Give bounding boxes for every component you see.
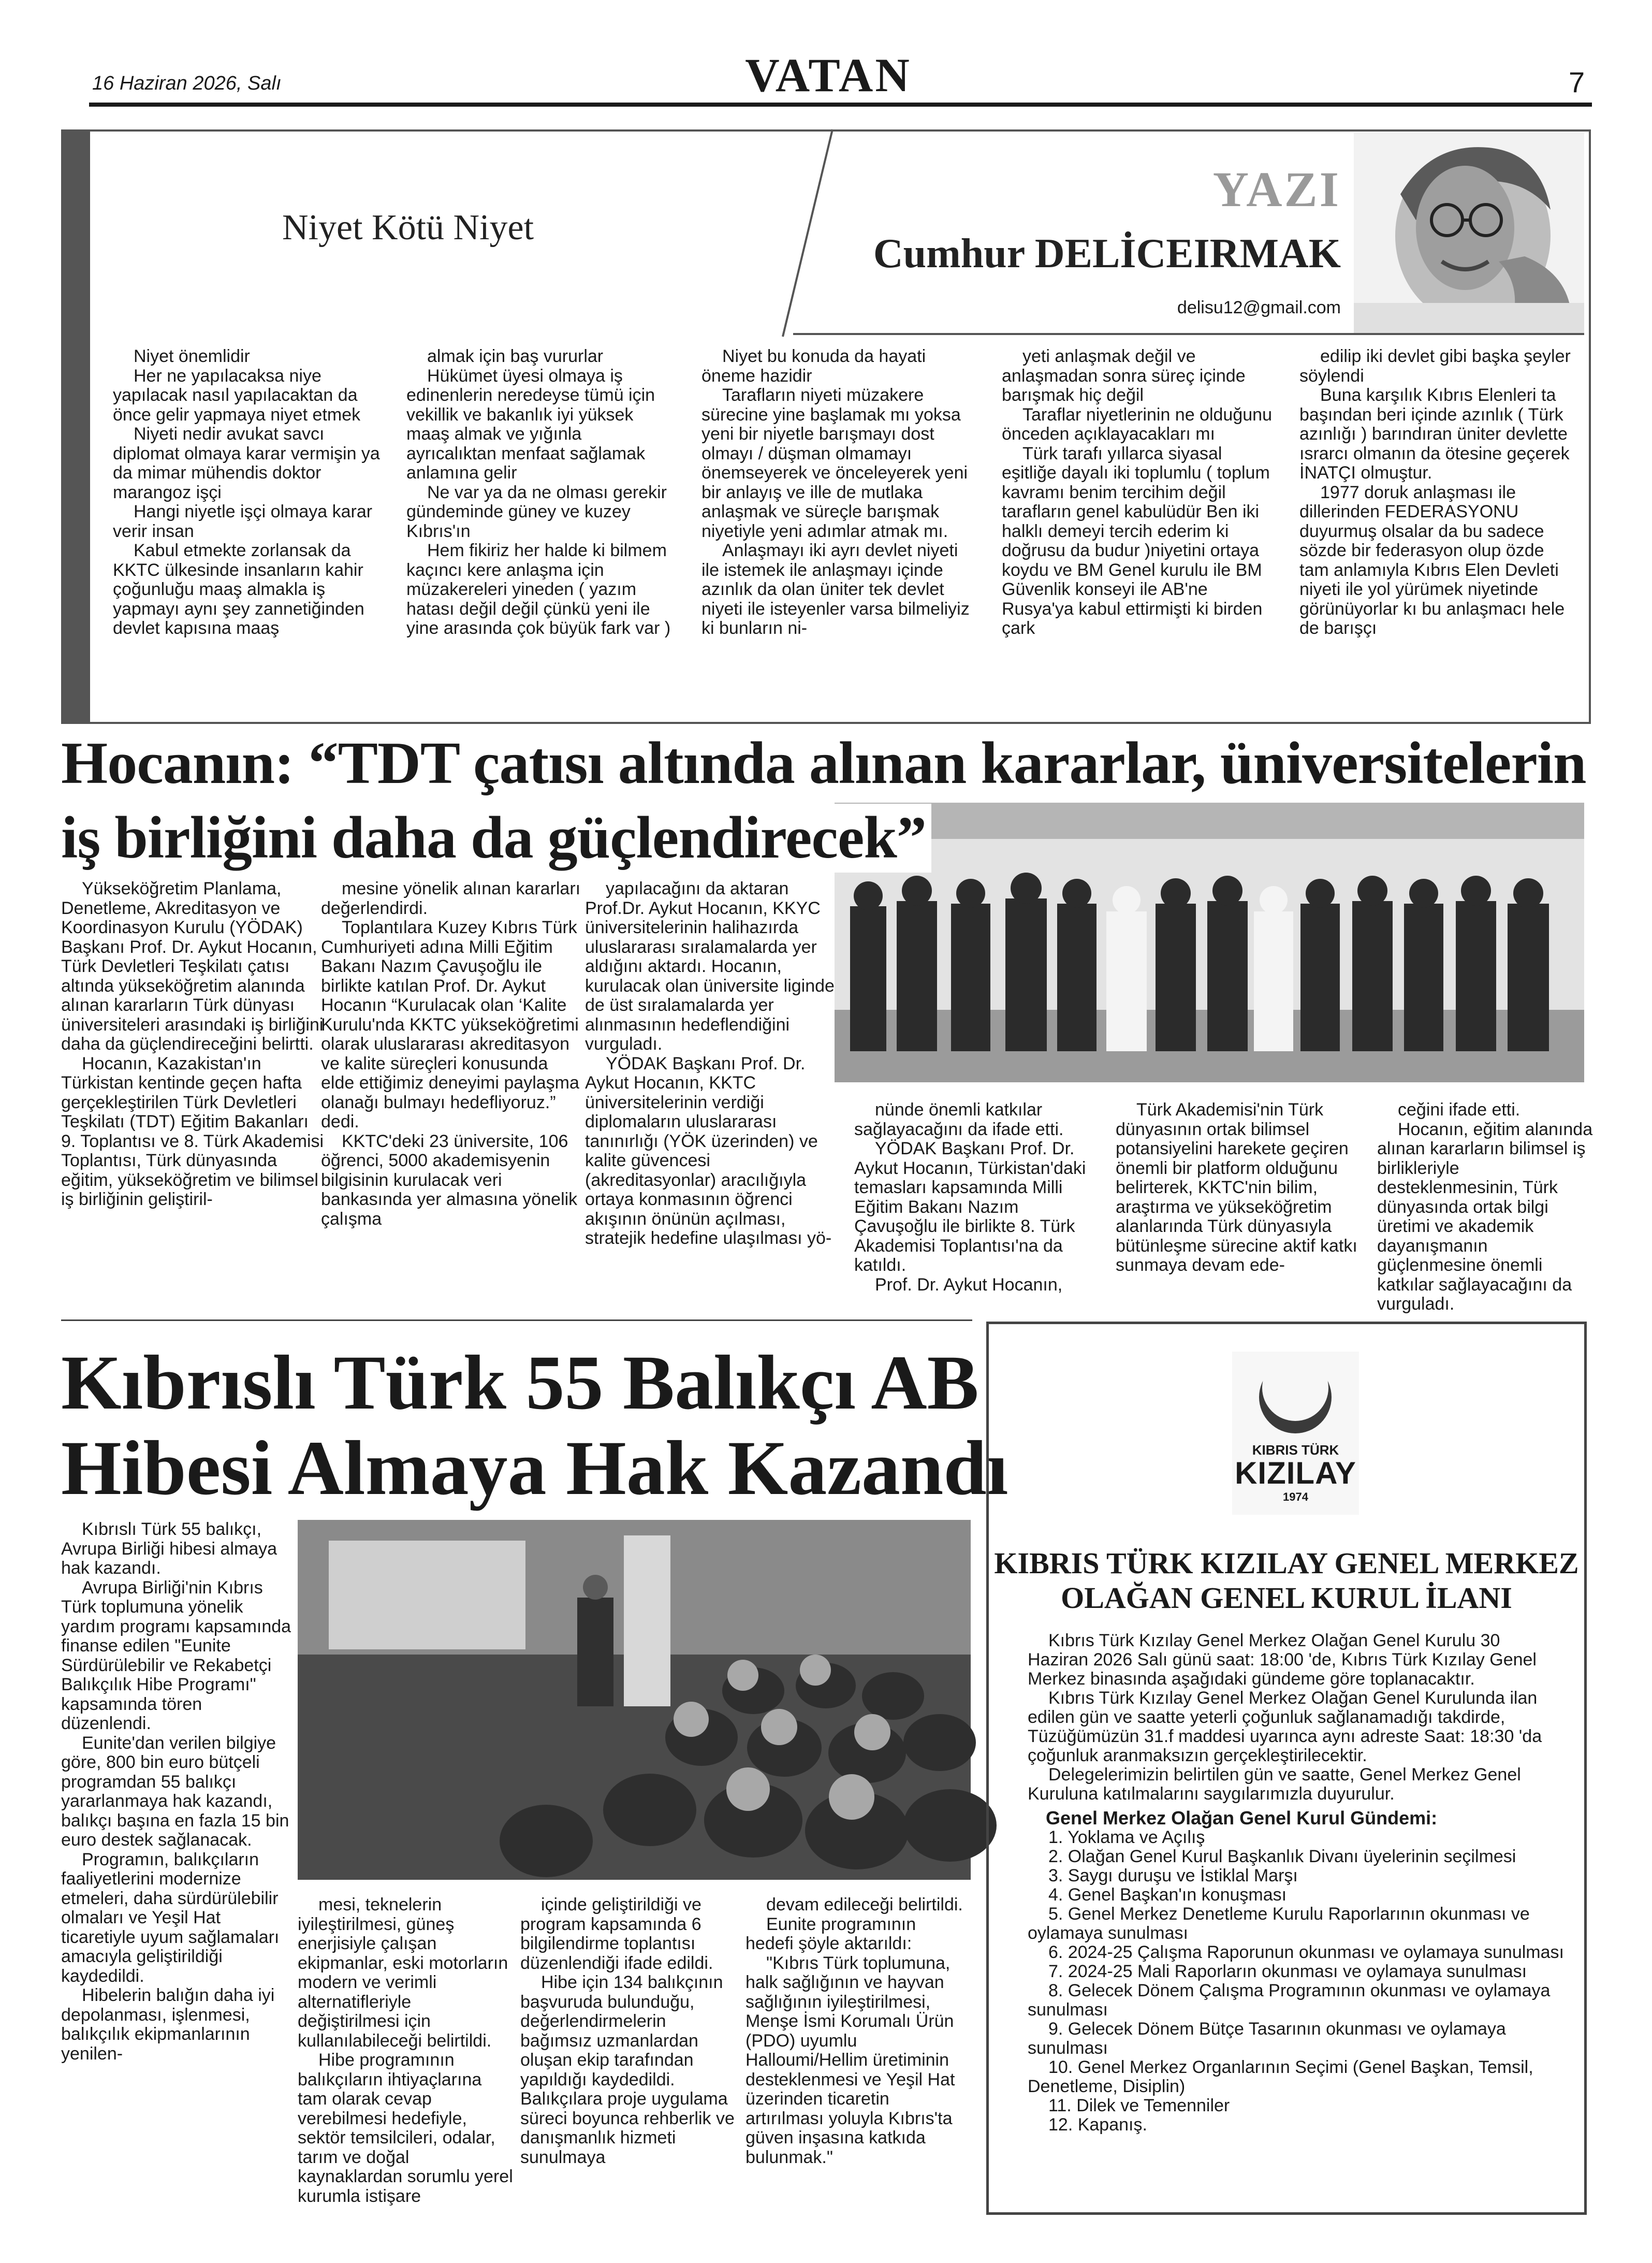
- agenda-item: 12. Kapanış.: [1048, 2115, 1147, 2135]
- paragraph: Toplantılara Kuzey Kıbrıs Türk Cumhuriyeti adına Milli Eğitim Bakanı Nazım Çavuşoğlu ile birlikte katılan Prof. Dr. Aykut Hocanın “Kurulacak olan ‘Kalite Kurulu'nda KKTC yükseköğretimi olarak uluslararası akreditasyon ve kalite süreçleri konusunda elde ettiğimiz deneyimi paylaşma olanağı bulmayı hedefliyoruz.” dedi.: [321, 918, 579, 1132]
- paragraph: Anlaşmayı iki ayrı devlet niyeti ile istemek ile anlaşmayı içinde azınlık da olan üniter tek devlet niyeti ile isteyenler varsa bilmeliyiz ki bunların ni-: [701, 541, 970, 638]
- logo-text-2: KIZILAY: [1235, 1456, 1356, 1490]
- paragraph: yapılacağını da aktaran Prof.Dr. Aykut Hocanın, KKYC üniversitelerinin halihazırda uluslararası sıralamalarda yer aldığını aktardı. Hocanın, kurulacak olan üniversite liginde de üst sıralamalarda yer alınmasının hedeflendiğini vurguladı.: [585, 879, 835, 1054]
- paragraph: Her ne yapılacaksa niye yapılacak nasıl yapılacaktan da önce gelir yapmaya niyet etmek: [113, 366, 361, 425]
- paragraph: Avrupa Birliği'nin Kıbrıs Türk toplumuna yönelik yardım programı kapsamında finanse edilen "Eunite Sürdürülebilir ve Rekabetçi Balıkçılık Hibe Programı" kapsamında tören düzenlendi.: [61, 1577, 291, 1733]
- article2-headline-line1: Kıbrıslı Türk 55 Balıkçı AB: [61, 1340, 979, 1426]
- article2-col-4: [745, 1895, 968, 2191]
- agenda-item: 11. Dilek ve Temenniler: [1048, 2096, 1230, 2115]
- paragraph: edilip iki devlet gibi başka şeyler söylendi: [1299, 346, 1571, 386]
- paragraph: "Kıbrıs Türk toplumuna, halk sağlığının ve hayvan sağlığının iyileştirilmesi, Menşe İsmi Korumalı Ürün (PDO) uyumlu Halloumi/Hellim üretiminin desteklenmesi ve Yeşil Hat üzerinden ticaretin artırılması yoluyla Kıbrıs'ta güven inşasına katkıda bulunmak.": [745, 1953, 955, 2167]
- article1-col-4: [854, 1100, 1098, 1297]
- paragraph: Programın, balıkçıların faaliyetlerini modernize etmeleri, daha sürdürülebilir olmaları ve Yeşil Hat ticaretiyle uyum sağlamaları amacıyla geliştirildiği kaydedildi.: [61, 1849, 280, 1986]
- paragraph: Hocanın, eğitim alanında alınan kararların bilimsel iş birlikleriyle desteklenmesinin, Türk dünyasında ortak bilgi üretimi ve akademik dayanışmanın güçlenmesine önemli katkılar sağlayacağını da vurguladı.: [1377, 1119, 1593, 1314]
- article1-col-1: [61, 879, 325, 1294]
- paragraph: Türk tarafı yıllarca siyasal eşitliğe dayalı iki toplumlu ( toplum kavramı benim tercihim değil tarafların genel kabulüdür Ben iki halklı demeyi tercih ederim ki doğrusu da budur )niyetini ortaya koydu ve BM Genel kurulu ile BM Güvenlik konseyi ile AB'ne Rusya'ya kabul ettirmişti ki birden çark: [1002, 443, 1270, 638]
- paragraph: Türk Akademisi'nin Türk dünyasının ortak bilimsel potansiyelini harekete geçiren önemli bir platform olduğunu belirterek, KKTC'nin bilim, araştırma ve yükseköğretim alanlarında Türk dünyasıyla bütünleşme sürecine aktif katkı sunmaya devam ede-: [1116, 1100, 1357, 1275]
- agenda-item: 6. 2024-25 Çalışma Raporunun okunması ve oylamaya sunulması: [1048, 1942, 1564, 1962]
- paragraph: Niyet bu konuda da hayati öneme hazidir: [701, 346, 926, 386]
- agenda-item: 7. 2024-25 Mali Raporların okunması ve oylamaya sunulması: [1048, 1962, 1527, 1981]
- paragraph: yeti anlaşmak değil ve anlaşmadan sonra süreç içinde barışmak hiç değil: [1002, 346, 1246, 405]
- article1-photo: [835, 803, 1584, 1082]
- masthead: VATAN: [745, 49, 912, 101]
- agenda-item: 2. Olağan Genel Kurul Başkanlık Divanı üyelerinin seçilmesi: [1048, 1847, 1516, 1866]
- paragraph: Hibe programının balıkçıların ihtiyaçlarına tam olarak cevap verebilmesi hedefiyle, sektör temsilcileri, odalar, tarım ve doğal kaynaklardan sorumlu yerel kurumla istişare: [298, 2050, 513, 2206]
- paragraph: 1977 doruk anlaşması ile dillerinden FEDERASYONU duyurmuş olsalar da bu sadece sözde bir federasyon olup özde tam anlamıyla Kıbrıs Elen Devleti niyeti ile yol yürümek niyetinde görünüyorlar kı bu anlaşmacı hele de barışçı: [1299, 482, 1565, 638]
- ad-paragraph: Kıbrıs Türk Kızılay Genel Merkez Olağan Genel Kurulunda ilan edilen gün ve saatte yeterli çoğunluk sağlanamadığı takdirde, Tüzüğümüzün 31.f maddesi uyarınca aynı adreste Saat: 18:30 'da çoğunluk aranmaksızın gerçekleştirilecektir.: [1028, 1688, 1542, 1765]
- agenda-item: 1. Yoklama ve Açılış: [1048, 1827, 1205, 1847]
- paragraph: mesine yönelik alınan kararları değerlendirdi.: [321, 879, 581, 918]
- column-text-col-3: [701, 347, 976, 704]
- column-text-col-2: [406, 347, 676, 704]
- paragraph: Niyet önemlidir: [134, 346, 250, 366]
- article1-col-6: [1377, 1100, 1595, 1314]
- column-text-col-1: [113, 347, 382, 704]
- column-email[interactable]: delisu12@gmail.com: [1177, 298, 1341, 317]
- agenda-item: 3. Saygı duruşu ve İstiklal Marşı: [1048, 1866, 1298, 1885]
- paragraph: KKTC'deki 23 üniversite, 106 öğrenci, 5000 akademisyenin bilgisinin kurulacak veri bankasında yer almasına yönelik çalışma: [321, 1131, 578, 1229]
- column-title: Niyet Kötü Niyet: [282, 208, 534, 248]
- paragraph: mesi, teknelerin iyileştirilmesi, güneş enerjisiyle çalışan ekipmanlar, eski motorların modern ve verimli alternatifleriyle değiştirilmesi için kullanılabileceği belirtildi.: [298, 1895, 508, 2051]
- article2-photo: [298, 1520, 971, 1880]
- column-author: Cumhur DELİCEIRMAK: [873, 231, 1341, 277]
- ad-title-line1: KIBRIS TÜRK KIZILAY GENEL MERKEZ: [994, 1546, 1579, 1580]
- paragraph: ceğini ifade etti.: [1398, 1100, 1521, 1120]
- column-kicker: YAZI: [1212, 162, 1341, 217]
- paragraph: nünde önemli katkılar sağlayacağını da ifade etti.: [854, 1100, 1064, 1139]
- paragraph: YÖDAK Başkanı Prof. Dr. Aykut Hocanın, KKTC üniversitelerinin verdiği diplomaların uluslararası tanınırlığı (YÖK üzerinden) ve kalite güvencesi (akreditasyonlar) aracılığıyla ortaya konmasının öğrenci akışının önünün açılması, stratejik hedefine ulaşılması yö-: [585, 1053, 832, 1248]
- column-header-rule: [793, 333, 1584, 335]
- article1-headline-line1: Hocanın: “TDT çatısı altında alınan kararlar, üniversitelerin: [61, 730, 1586, 796]
- paragraph: Buna karşılık Kıbrıs Elenleri ta başından beri içinde azınlık ( Türk azınlığı ) barındıran üniter devlette ısrarcı olmanın da ötesine geçerek İNATÇI olmuştur.: [1299, 385, 1570, 483]
- agenda-item: 4. Genel Başkan'ın konuşması: [1048, 1885, 1287, 1905]
- paragraph: içinde geliştirildiği ve program kapsamında 6 bilgilendirme toplantısı düzenlendiği ifade edildi.: [520, 1895, 713, 1973]
- paragraph: Kabul etmekte zorlansak da KKTC ülkesinde insanların kahir çoğunluğu maaş almakla iş yapmayı aynı şey zannetiğinden devlet kapısına maaş: [113, 541, 364, 638]
- author-photo: [1354, 132, 1584, 333]
- paragraph: Hibe için 134 balıkçının başvuruda bulunduğu, değerlendirmelerin bağımsız uzmanlardan oluşan ekip tarafından yapıldığı kaydedildi. Balıkçılara proje uygulama süreci boyunca rehberlik ve danışmanlık hizmeti sunulmaya: [520, 1972, 735, 2167]
- article1-col-5: [1116, 1100, 1359, 1297]
- paragraph: Eunite programının hedefi şöyle aktarıldı:: [745, 1914, 916, 1953]
- agenda-item: 9. Gelecek Dönem Bütçe Tasarının okunması ve oylamaya sunulması: [1028, 2019, 1506, 2058]
- paragraph: Hangi niyetle işçi olmaya karar verir insan: [113, 502, 373, 541]
- paragraph: Hem fikiriz her halde ki bilmem kaçıncı kere anlaşma için müzakereleri yineden ( yazım hatası değil değil çünkü yeni ile yine arasında çok büyük fark var ): [406, 541, 671, 638]
- kizilay-logo: [1232, 1352, 1359, 1515]
- paragraph: Taraflar niyetlerinin ne olduğunu önceden açıklayacakları mı: [1002, 404, 1272, 444]
- ad-paragraph: Kıbrıs Türk Kızılay Genel Merkez Olağan Genel Kurulu 30 Haziran 2026 Salı günü saat: 18:00 'de, Kıbrıs Türk Kızılay Genel Merkez binasında aşağıdaki gündeme göre toplanacaktır.: [1028, 1631, 1537, 1689]
- agenda-item: 8. Gelecek Dönem Çalışma Programının okunması ve oylamaya sunulması: [1028, 1981, 1551, 2020]
- paragraph: YÖDAK Başkanı Prof. Dr. Aykut Hocanın, Türkistan'daki temasları kapsamında Milli Eğitim Bakanı Nazım Çavuşoğlu ile birlikte 8. Türk Akademisi Toplantısı'na da katıldı.: [854, 1139, 1086, 1275]
- paragraph: almak için baş vururlar: [427, 346, 604, 366]
- crescent-icon: [1232, 1352, 1359, 1440]
- ad-title-line2: OLAĞAN GENEL KURUL İLANI: [1061, 1581, 1512, 1615]
- section-divider: [61, 1319, 972, 1321]
- paragraph: Ne var ya da ne olması gerekir gündeminde güney ve kuzey Kıbrıs'ın: [406, 482, 667, 541]
- paragraph: Yükseköğretim Planlama, Denetleme, Akreditasyon ve Koordinasyon Kurulu (YÖDAK) Başkanı Prof. Dr. Aykut Hocanın, Türk Devletleri Teşkilatı çatısı altında yükseköğretim alanında alınan kararların Türk dünyası üniversiteleri arasındaki iş birliğini daha da güçlendireceğini belirtti.: [61, 879, 324, 1054]
- agenda-list: [1028, 1828, 1566, 2191]
- column-header-slash: [777, 129, 839, 337]
- paragraph: devam edileceği belirtildi.: [766, 1895, 963, 1914]
- paragraph: Kıbrıslı Türk 55 balıkçı, Avrupa Birliği hibesi almaya hak kazandı.: [61, 1519, 277, 1578]
- article1-col-2: [321, 879, 585, 1294]
- article1-col-3: [585, 879, 844, 1294]
- ad-body: [1028, 1631, 1556, 1804]
- paragraph: Hocanın, Kazakistan'ın Türkistan kentinde geçen hafta gerçekleştirilen Türk Devletleri Teşkilatı (TDT) Eğitim Bakanları 9. Toplantısı ve 8. Türk Akademisi Toplantısı, Türk dünyasında eğitim, yükseköğretim ve bilimsel iş birliğinin geliştiril-: [61, 1053, 324, 1209]
- logo-year: 1974: [1283, 1490, 1308, 1503]
- article2-col-3: [520, 1895, 738, 2191]
- article1-headline-line2: iş birliğini daha da güçlendirecek”: [61, 804, 931, 873]
- paragraph: Prof. Dr. Aykut Hocanın,: [875, 1274, 1063, 1295]
- column-text-col-4: [1002, 347, 1276, 704]
- agenda-item: 10. Genel Merkez Organlarının Seçimi (Genel Başkan, Temsil, Denetleme, Disiplin): [1028, 2057, 1533, 2096]
- agenda-title: Genel Merkez Olağan Genel Kurul Gündemi:: [1046, 1807, 1438, 1829]
- issue-date: 16 Haziran 2026, Salı: [92, 72, 282, 94]
- article2-col-2: [298, 1895, 515, 2206]
- paragraph: Tarafların niyeti müzakere sürecine yine başlamak mı yoksa yeni bir niyetle barışmayı dost olmayı / düşman olmamayı önemseyerek ve önceleyerek yeni bir anlayış ve ille de mutlaka anlaşmak ve süreçle barışmak niyetiyle yeni adımlar atmak mı.: [701, 385, 968, 541]
- paragraph: Eunite'dan verilen bilgiye göre, 800 bin euro bütçeli programdan 55 balıkçı yararlanmaya hak kazandı, balıkçı başına en fazla 15 bin euro destek sağlanacak.: [61, 1733, 289, 1850]
- agenda-item: 5. Genel Merkez Denetleme Kurulu Raporlarının okunması ve oylamaya sunulması: [1028, 1904, 1530, 1943]
- column-box-left-shade: [61, 129, 90, 724]
- paragraph: Niyeti nedir avukat savcı diplomat olmaya karar vermişin ya da mimar mühendis doktor marangoz işçi: [113, 424, 380, 502]
- paragraph: Hükümet üyesi olmaya iş edinenlerin neredeyse tümü için vekillik ve bakanlık iyi yüksek maaş almak ve yığınla ayrıcalıktan menfaat sağlamak anlamına gelir: [406, 366, 655, 483]
- header-rule: [89, 103, 1592, 107]
- page-number: 7: [1569, 66, 1585, 98]
- logo-text-1: KIBRIS TÜRK: [1252, 1442, 1339, 1458]
- column-text-col-5: [1299, 347, 1574, 704]
- ad-paragraph: Delegelerimizin belirtilen gün ve saatte, Genel Merkez Genel Kuruluna katılmalarını saygılarımızla duyurulur.: [1028, 1765, 1521, 1804]
- paragraph: Hibelerin balığın daha iyi depolanması, işlenmesi, balıkçılık ekipmanlarının yenilen-: [61, 1985, 275, 2064]
- article2-col-1: [61, 1520, 291, 2188]
- article2-headline-line2: Hibesi Almaya Hak Kazandı: [61, 1425, 1008, 1511]
